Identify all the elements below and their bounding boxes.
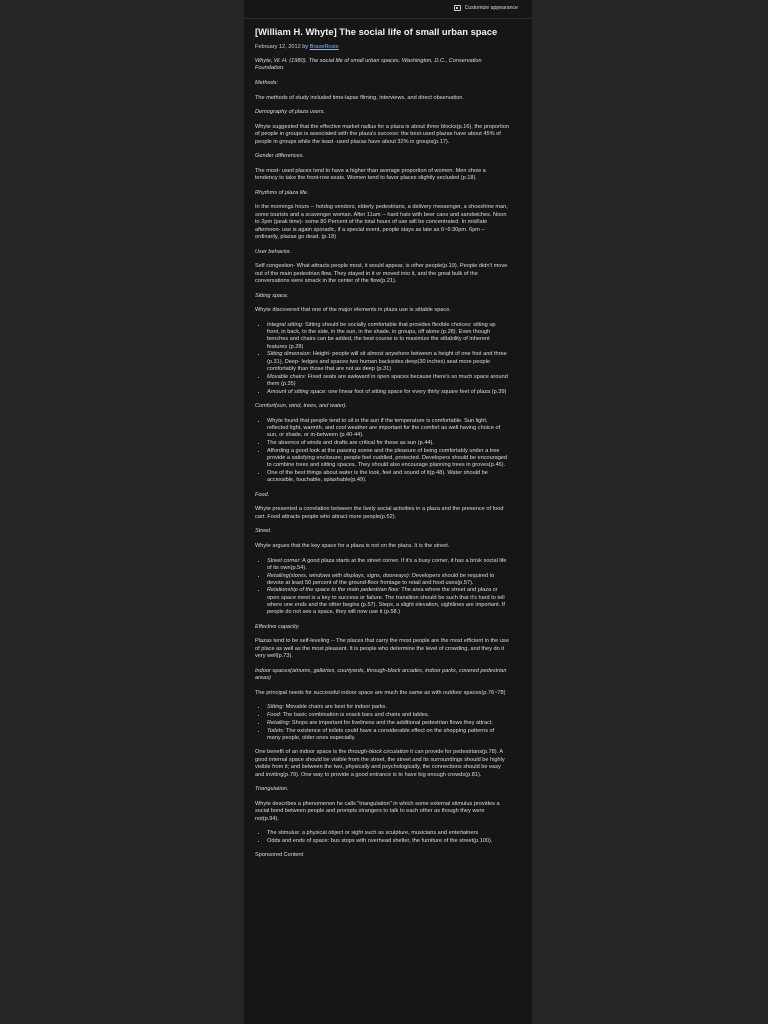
post-date: February 12, 2012 by xyxy=(255,44,309,50)
section-heading-sitting: Sitting space. xyxy=(255,292,289,299)
list-item: • Whyte found that people tend to sit in the sun if the temperature is comfortable. Sun light, reflected light, warmth, and cool weather are important for the comfort as well having choice of sun, or shade, or in-between (p.40-44). xyxy=(267,418,509,440)
paragraph-indoor: The principal needs for successful indoor space are much the same as with outdoor spaces(p.76~78) xyxy=(255,689,506,696)
sponsored-content-label: Sponsored Content xyxy=(255,852,304,859)
customize-label: Customize appearance xyxy=(464,5,518,11)
post-meta xyxy=(255,44,509,50)
list-item: • Retailing(stores, windows with displays, signs, doorways): Developers should be required to devote at least 50 percent of the ground-floor frontage to retail and food uses(p.57). xyxy=(267,573,509,588)
paragraph-demography: Whyte suggested that the effective market radius for a plaza is about three blocks(p.16), the proportion of people in groups is associated with the plaza's success: the best-used plazas have about 45% of people in groups while the least -used plazas have about 32% in groups(p.17). xyxy=(255,123,509,145)
paragraph-street: Whyte argues that the key space for a plaza is not on the plaza. It is the street. xyxy=(255,542,450,549)
section-heading-comfort: Comfort(sun, wind, trees, and water). xyxy=(255,403,348,410)
post-title: [William H. Whyte] The social life of small urban space xyxy=(255,26,498,37)
customize-appearance-button[interactable] xyxy=(454,5,518,11)
blog-column xyxy=(244,0,532,1024)
list-item: • Sitting: Movable chairs are best for indoor parks. xyxy=(267,704,509,711)
list-item: • Retailing: Shops are important for liveliness and the additional pedestrian flows they attract. xyxy=(267,720,509,727)
list-item: • Street corner: A good plaza starts at the street corner. If it's a busy corner, it has a brisk social life of its own(p.54). xyxy=(267,558,509,573)
paragraph-rhythms: In the mornings hours -- hotdog vendors, elderly pedestrians, a delivery messenger, a shoeshine man, some tourists and a scavenger woman. After 11am -- hard hats with beer cans and sandwiches. Noon to 2pm (peak time)- some 80 Percent of the total hours of use will be concentrated. In mid/late afternoon- use is again sporadic, if a special event, people stays as late as 6~6:30pm. 6pm -- ordinarily, plazas go dead. (p.18) xyxy=(255,204,508,240)
section-heading-methods: Methods: xyxy=(255,80,279,86)
indoor-list xyxy=(255,704,509,742)
list-item: • Amount of sitting space: one linear foot of sitting space for every thirty square feet of plaza (p.39) xyxy=(267,389,509,396)
paragraph-sitting: Whyte discovered that one of the major elements in plaza use is sittable space. xyxy=(255,307,451,314)
paragraph-methods: The methods of study included time-lapse filming, interviews, and direct observation. xyxy=(255,94,464,101)
paragraph-gender: The most- used places tend to have a higher than average proportion of women. Men show a tendency to take the front-row seats. Women tend to favor places slightly secluded (p.18). xyxy=(255,167,486,182)
top-bar xyxy=(244,0,532,19)
paragraph-benefit: One benefit of an indoor space is the through-block circulation it can provide for pedestrians(p.78). A good internal space should be visible from the street, the street and its surroundings should be highly visible from it; and between the two, physically and psychologically, the connections should be easy and inviting(p.79). One way to provide a good entrance is to have big enough crowds(p.81). xyxy=(255,749,505,778)
section-heading-capacity: Effective capacity. xyxy=(255,623,300,630)
section-heading-demography: Demography of plaza users. xyxy=(255,109,325,116)
section-heading-street: Street. xyxy=(255,528,272,535)
section-heading-rhythms: Rhythms of plaza life. xyxy=(255,189,309,196)
list-item: • Food: The basic combination is snack bars and chairs and tables. xyxy=(267,712,509,719)
customize-icon xyxy=(454,5,461,11)
post-content xyxy=(255,26,509,867)
section-heading-user-behavior: User behavior. xyxy=(255,248,292,255)
section-heading-indoor: Indoor spaces(atriums, galleries, courtyards, through-block arcades, indoor parks, covered pedestrian areas) xyxy=(255,667,507,682)
list-item: • Odds and ends of space: bus stops with overhead shelter, the furniture of the street(p.100). xyxy=(267,838,509,845)
list-item: • Affording a good look at the passing scene and the pleasure of being comfortably under a tree provide a satisfying enclosure; people feel cuddled, protected. Developers should be encouraged to combine trees and sitting spaces. They should also encourage planning trees in groves(p.46). xyxy=(267,448,509,470)
section-heading-triangulation: Triangulation. xyxy=(255,786,289,793)
list-item: • The stimulus: a physical object or sight such as sculpture, musicians and entertainers xyxy=(267,830,509,837)
list-item: • Integral sitting: Sitting should be socially comfortable that provides flexible choices: sitting up front, in back, to the side, in the sun, in the shade, in groups, off alone (p.28). Even though benches and chairs can be added, the best course is to maximize the sittability of inherent features (p.28) xyxy=(267,322,509,351)
section-heading-gender: Gender differences. xyxy=(255,153,305,160)
paragraph-triangulation: Whyte describes a phenomenon he calls "triangulation" in which some external stimulus provides a social bond between people and prompts strangers to talk to each other as though they were not(p.94). xyxy=(255,800,500,822)
list-item: • One of the best things about water is the look, feel and sound of it(p.48). Water should be accessible, touchable, splashable(p.49). xyxy=(267,470,509,485)
citation: Whyte, W. H. (1980). The social life of small urban spaces. Washington, D.C., Conservation Foundation. xyxy=(255,58,482,72)
list-item: • Movable chairs: Fixed seats are awkward in open spaces because there's so much space around them (p.35) xyxy=(267,374,509,389)
list-item: • The absence of winds and drafts are critical for these as sun (p.44). xyxy=(267,440,509,447)
paragraph-food: Whyte presented a correlation between the lively social activities in a plaza and the presence of food cart. Food attracts people who attract more people(p.52). xyxy=(255,506,504,520)
list-item: • Toilets: The existence of toilets could have a considerable effect on the shopping patterns of many people, older ones especially. xyxy=(267,728,509,743)
paragraph-user-behavior: Self congestion- What attracts people most, it would appear, is other people(p.19). People didn't move out of the main pedestrian flow. They stayed in it or moved into it, and the great bulk of the conversations were smack in the center of the flow(p.21). xyxy=(255,263,508,284)
comfort-list xyxy=(255,418,509,485)
section-heading-food: Food. xyxy=(255,491,270,498)
street-list xyxy=(255,558,509,617)
list-item: • Sitting dimension: Height- people will sit almost anywhere between a height of one foot and three (p.31), Deep- ledges and spaces two human backsides deep(30 inches) seat more people comfortably than those that are not as deep (p.31) xyxy=(267,351,509,373)
paragraph-capacity: Plazas tend to be self-leveling -- The places that carry the most people are the most efficient in the use of place as well as the most pleasant. It is people who determine the level of crowding, and they do it very well(p.73). xyxy=(255,638,509,660)
triangulation-list xyxy=(255,830,509,845)
sitting-list xyxy=(255,322,509,396)
author-link[interactable]: BraveRosie xyxy=(309,44,339,50)
list-item: • Relationship of the space to the main pedestrian flow: The area where the street and plaza or open space meet is a key to success or failure. The transition should be such that it's hard to tell where one ends and the other begins (p.57). Steps, a slight elevation, sightlines are important. If people do not see a space, they will now use it (p.58.) xyxy=(267,587,509,616)
